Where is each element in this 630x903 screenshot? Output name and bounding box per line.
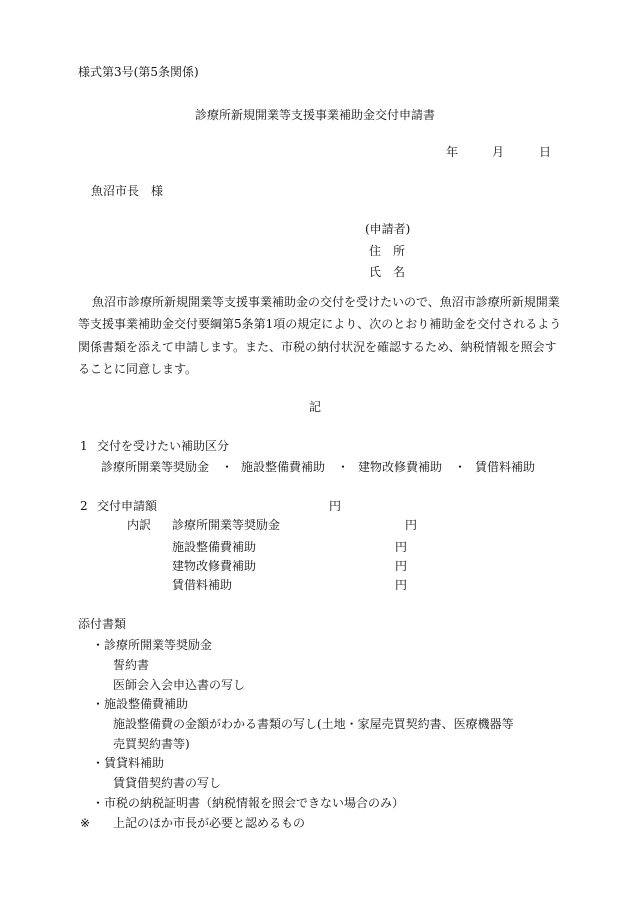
attachment-item: 施設整備費の金額がわかる書類の写し(土地・家屋売買契約書、医療機器等 xyxy=(113,717,514,731)
attachment-group-title: ・施設整備費補助 xyxy=(92,697,189,711)
document-title: 診療所新規開業等支援事業補助金交付申請書 xyxy=(194,108,435,122)
attachment-group-title: ・市税の納税証明書（納税情報を照会できない場合のみ） xyxy=(92,796,405,810)
subsidy-option-rent: 賃借料補助 xyxy=(475,460,536,474)
attachment-group-title: ・賃貸料補助 xyxy=(92,756,165,770)
breakdown-item-label: 賃借料補助 xyxy=(172,578,233,592)
attachment-item: 売買契約書等) xyxy=(113,737,190,751)
applicant-address-label: 住 所 xyxy=(369,244,406,258)
section2-heading: 交付申請額 xyxy=(97,499,158,513)
option-separator: ・ xyxy=(337,460,350,474)
option-separator: ・ xyxy=(221,460,234,474)
note-mark: ※ xyxy=(80,816,91,830)
section2-number: 2 xyxy=(80,499,88,513)
breakdown-item-label: 診療所開業等奨励金 xyxy=(172,518,281,532)
subsidy-option-facility: 施設整備費補助 xyxy=(241,460,326,474)
attachment-group-title: ・診療所開業等奨励金 xyxy=(92,638,213,652)
addressee: 魚沼市長 様 xyxy=(91,184,164,198)
breakdown-item-label: 施設整備費補助 xyxy=(172,540,257,554)
ki-heading: 記 xyxy=(308,400,321,414)
body-line-4: ることに同意します。 xyxy=(78,362,198,376)
attachments-heading: 添付書類 xyxy=(78,617,127,631)
attachment-item: 賃貸借契約書の写し xyxy=(113,776,222,790)
date-year-label: 年 xyxy=(446,145,459,159)
breakdown-item-label: 建物改修費補助 xyxy=(172,559,257,573)
date-day-label: 日 xyxy=(539,145,552,159)
applicant-name-label: 氏 名 xyxy=(369,265,406,279)
attachment-item: 医師会入会申込書の写し xyxy=(113,678,246,692)
breakdown-item-yen: 円 xyxy=(395,559,408,573)
breakdown-item-yen: 円 xyxy=(395,540,408,554)
section1-number: 1 xyxy=(80,439,88,453)
body-line-1: 魚沼市診療所新規開業等支援事業補助金の交付を受けたいので、魚沼市診療所新規開業 xyxy=(92,295,560,309)
date-month-label: 月 xyxy=(492,145,505,159)
applicant-heading: (申請者) xyxy=(365,222,411,236)
subsidy-option-renovation: 建物改修費補助 xyxy=(358,460,443,474)
body-line-3: 関係書類を添えて申請します。また、市税の納付状況を確認するため、納税情報を照会す xyxy=(78,340,557,354)
subsidy-option-opening-incentive: 診療所開業等奨励金 xyxy=(101,460,210,474)
breakdown-item-yen: 円 xyxy=(405,518,418,532)
form-number: 様式第3号(第5条関係) xyxy=(78,65,199,79)
section1-heading: 交付を受けたい補助区分 xyxy=(97,439,230,453)
attachment-item: 誓約書 xyxy=(113,658,150,672)
body-line-2: 等支援事業補助金交付要綱第5条第1項の規定により、次のとおり補助金を交付されるよう xyxy=(78,317,562,331)
breakdown-label: 内訳 xyxy=(127,518,152,532)
note-text: 上記のほか市長が必要と認めるもの xyxy=(113,816,306,830)
option-separator: ・ xyxy=(454,460,467,474)
total-amount-yen: 円 xyxy=(329,499,342,513)
breakdown-item-yen: 円 xyxy=(395,578,408,592)
